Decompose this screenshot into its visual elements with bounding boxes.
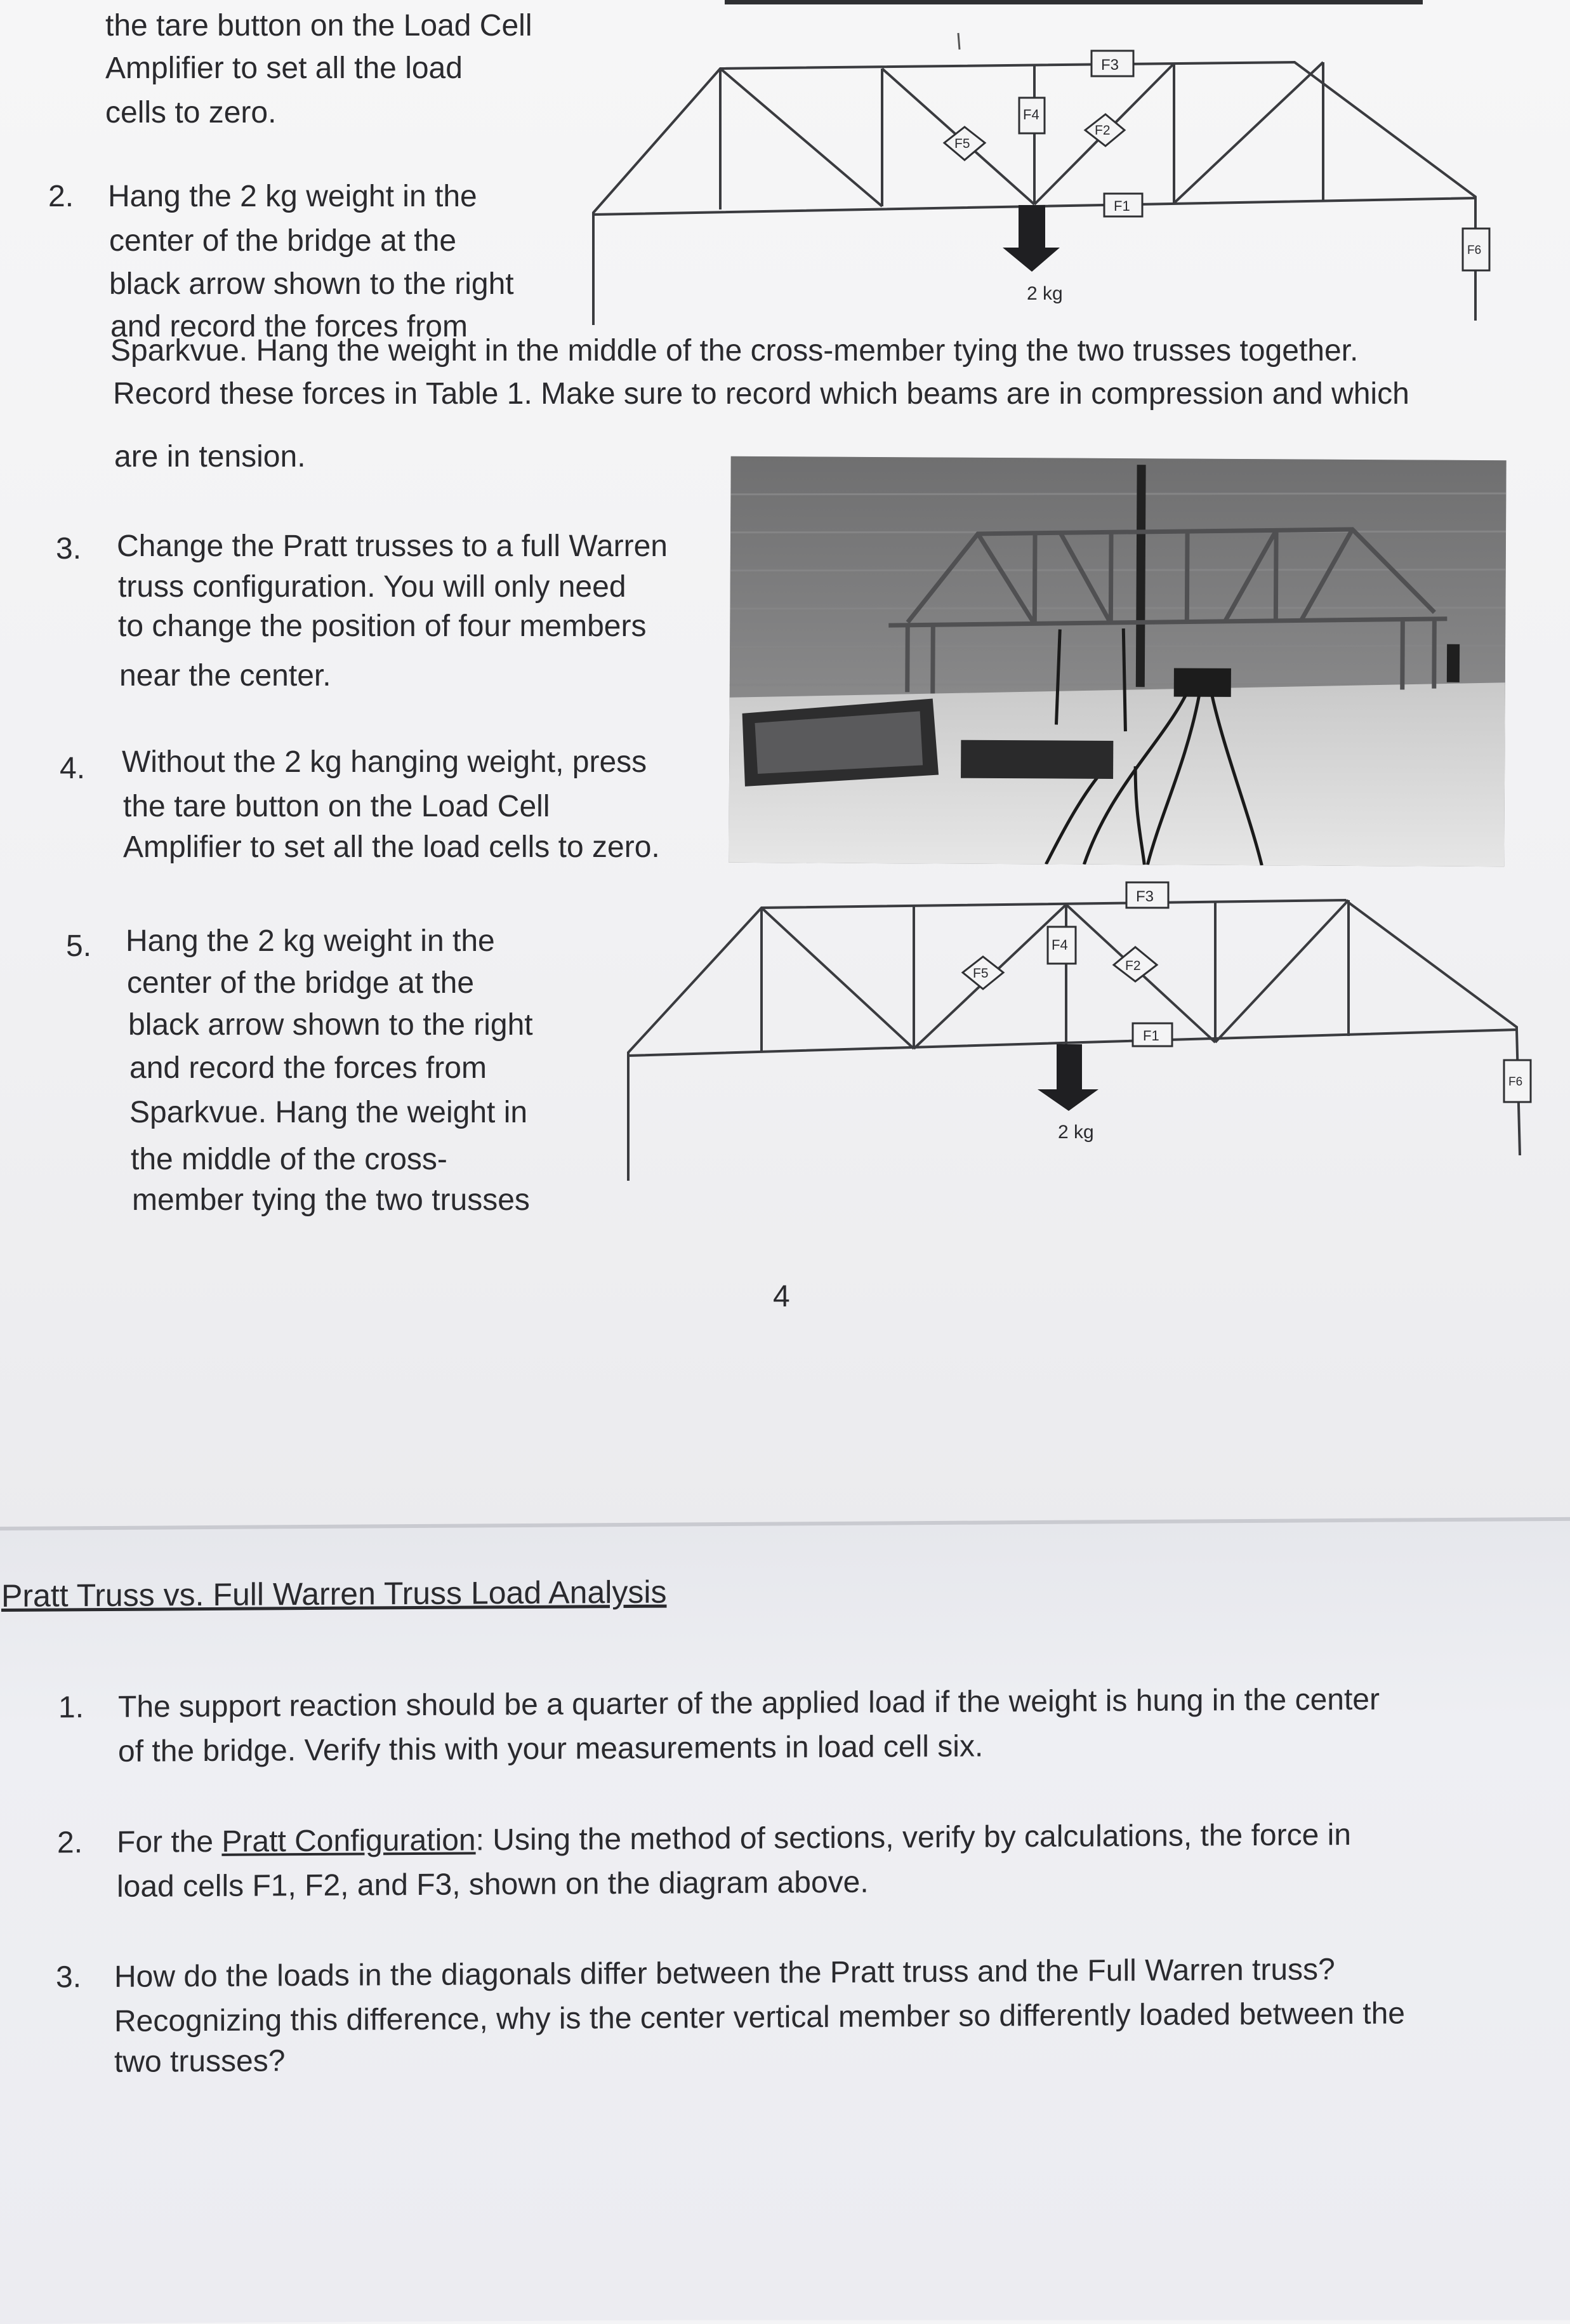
bottom-page [0, 1517, 1570, 2324]
q1-line2: of the bridge. Verify this with your measurements in load cell six. [118, 1729, 984, 1769]
label-f6-2: F6 [1508, 1075, 1523, 1089]
item5-line4: and record the forces from [129, 1051, 487, 1085]
q1-line1: The support reaction should be a quarter of the applied load if the weight is hung in the center [118, 1682, 1380, 1724]
clipped-top-bar [725, 0, 1423, 4]
item4-line1: Without the 2 kg hanging weight, press [122, 745, 647, 779]
item1-line3: cells to zero. [105, 96, 277, 129]
label-f2-2: F2 [1125, 959, 1141, 973]
item4-line3: Amplifier to set all the load cells to zero. [123, 830, 660, 864]
section-title: Pratt Truss vs. Full Warren Truss Load Analysis [1, 1574, 667, 1614]
q2-line2: load cells F1, F2, and F3, shown on the diagram above. [117, 1865, 869, 1904]
item2-number: 2. [48, 180, 74, 213]
label-f1-1: F1 [1114, 198, 1130, 214]
label-f3-1: F3 [1101, 56, 1119, 74]
item5-line5: Sparkvue. Hang the weight in [129, 1096, 528, 1129]
weight-label-2: 2 kg [1058, 1122, 1094, 1143]
q2-number [57, 1821, 82, 1865]
label-f6-1: F6 [1467, 244, 1482, 257]
item4-number: 4. [60, 752, 86, 785]
item3-line3: to change the position of four members [118, 609, 647, 643]
q1-number: 1. [58, 1690, 84, 1725]
q3-line2: Recognizing this difference, why is the center vertical member so differently loaded between the [114, 1996, 1405, 2038]
item5-line6: the middle of the cross- [131, 1143, 447, 1176]
item5-line1: Hang the 2 kg weight in the [126, 924, 495, 958]
q3-number: 3. [56, 1960, 82, 1995]
label-f5-2: F5 [973, 966, 989, 981]
q2-pratt-configuration: Pratt Configuration [221, 1823, 476, 1859]
pratt-truss-diagram [584, 0, 1498, 330]
item2-line6: Record these forces in Table 1. Make sure to record which beams are in compression and which [113, 377, 1409, 411]
item2-line7: are in tension. [114, 440, 306, 474]
item2-line2: center of the bridge at the [109, 224, 457, 258]
item3-line2: truss configuration. You will only need [118, 570, 626, 604]
q2-line1 [117, 1813, 1351, 1865]
item5-number: 5. [66, 929, 92, 963]
item5-line7: member tying the two trusses [132, 1183, 530, 1217]
item3-number: 3. [56, 532, 82, 566]
item1-line1: the tare button on the Load Cell [105, 9, 532, 43]
label-f3-2: F3 [1136, 888, 1154, 905]
item2-line1: Hang the 2 kg weight in the [108, 180, 477, 213]
photo-illustration [729, 456, 1506, 867]
label-f4-1: F4 [1023, 107, 1039, 123]
q2-number-text: 2. [57, 1826, 83, 1860]
weight-label-1: 2 kg [1027, 283, 1063, 304]
page-number: 4 [773, 1280, 790, 1313]
q3-line1: How do the loads in the diagonals differ between the Pratt truss and the Full Warren truss? [114, 1953, 1335, 1994]
warren-truss-diagram [619, 876, 1552, 1206]
item1-line2: Amplifier to set all the load [105, 51, 463, 85]
label-f2-1: F2 [1095, 123, 1111, 138]
item5-line3: black arrow shown to the right [128, 1008, 533, 1042]
item2-line4: and record the forces from [110, 310, 468, 343]
truss-model-photo [729, 456, 1506, 867]
label-f4-2: F4 [1052, 937, 1068, 953]
label-f1-2: F1 [1143, 1028, 1159, 1044]
label-f5-1: F5 [954, 136, 970, 151]
q3-line3: two trusses? [114, 2044, 286, 2079]
item5-line2: center of the bridge at the [127, 966, 475, 1000]
item4-line2: the tare button on the Load Cell [123, 790, 550, 823]
item2-line5: Sparkvue. Hang the weight in the middle of the cross-member tying the two trusses together. [110, 334, 1359, 368]
item3-line1: Change the Pratt trusses to a full Warren [117, 529, 668, 563]
q2-rest: : Using the method of sections, verify by calculations, the force in [475, 1817, 1351, 1857]
item3-line4: near the center. [119, 659, 331, 693]
item2-line3: black arrow shown to the right [109, 267, 514, 301]
q2-prefix: For the [117, 1824, 222, 1859]
